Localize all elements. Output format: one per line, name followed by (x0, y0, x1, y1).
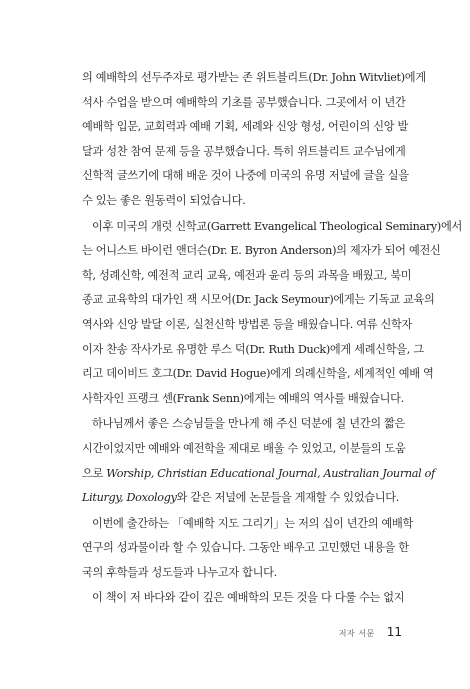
text-line: 는 어니스트 바이런 앤더슨(Dr. E. Byron Anderson)의 제자가 되어 예전신 (82, 244, 441, 258)
text-line: 예배학 입문, 교회력과 예배 기획, 세례와 신앙 형성, 어린이의 신앙 발 (82, 120, 409, 134)
paragraph (82, 66, 426, 214)
page-number: 11 (386, 625, 402, 639)
paragraph (82, 512, 414, 586)
text-line: 하나님께서 좋은 스승님들을 만나게 해 주신 덕분에 칠 년간의 짧은 (92, 417, 405, 431)
paragraph (82, 586, 404, 611)
text-line: 역사와 신앙 발달 이론, 실천신학 방법론 등을 배웠습니다. 여류 신학자 (82, 317, 413, 331)
text-line: 의 예배학의 선두주자로 평가받는 존 위트블리트(Dr. John Witvliet)에게 (82, 71, 426, 84)
journal-title: Liturgy, Doxology (82, 491, 177, 505)
text-line: Liturgy, Doxology와 같은 저널에 논문들을 게재할 수 있었습니다. (82, 491, 400, 505)
text-line: 종교 교육학의 대가인 잭 시모어(Dr. Jack Seymour)에게는 기독교 교육의 (82, 293, 435, 307)
text-line: 사학자인 프랭크 센(Frank Senn)에게는 예배의 역사를 배웠습니다. (82, 391, 404, 405)
journal-title: Worship, Christian Educational Journal, Australian Journal of (106, 466, 435, 480)
text-line: 국의 후학들과 성도들과 나누고자 합니다. (82, 565, 277, 579)
text-line: 학, 성례신학, 예전적 교리 교육, 예전과 윤리 등의 과목을 배웠고, 북미 (82, 268, 412, 282)
text-line: 연구의 성과물이라 할 수 있습니다. 그동안 배우고 고민했던 내용을 한 (82, 541, 409, 555)
text-line: 시간이었지만 예배와 예전학을 제대로 배울 수 있었고, 이분들의 도움 (82, 441, 406, 455)
running-footer-title: 저자 서문 (338, 629, 375, 638)
paragraph (82, 412, 435, 510)
text-line: 이번에 출간하는 「예배학 지도 그리기」는 저의 십이 년간의 예배학 (92, 516, 414, 530)
text-line: 이후 미국의 개럿 신학교(Garrett Evangelical Theological Seminary)에서 (92, 219, 462, 233)
page-footer (339, 625, 402, 639)
text-line: 수 있는 좋은 원동력이 되었습니다. (82, 193, 246, 207)
paragraph (82, 215, 462, 412)
text-line: 이자 찬송 작사가로 유명한 루스 덕(Dr. Ruth Duck)에게 세례신학을, 그 (82, 342, 424, 356)
text-line: 석사 수업을 받으며 예배학의 기초를 공부했습니다. 그곳에서 이 년간 (82, 95, 406, 109)
text-line: 리고 데이비드 호그(Dr. David Hogue)에게 의례신학을, 세계적인 예배 역 (82, 367, 434, 381)
text-line: 이 책이 저 바다와 같이 깊은 예배학의 모든 것을 다 다룰 수는 없지 (92, 591, 405, 605)
text-line: 신학적 글쓰기에 대해 배운 것이 나중에 미국의 유명 저널에 글을 실을 (82, 169, 409, 183)
body-text (82, 66, 462, 611)
text-line: 으로 Worship, Christian Educational Journal, Australian Journal of (82, 466, 435, 480)
text-line: 달과 성찬 참여 문제 등을 공부했습니다. 특히 위트블리트 교수님에게 (82, 144, 406, 158)
